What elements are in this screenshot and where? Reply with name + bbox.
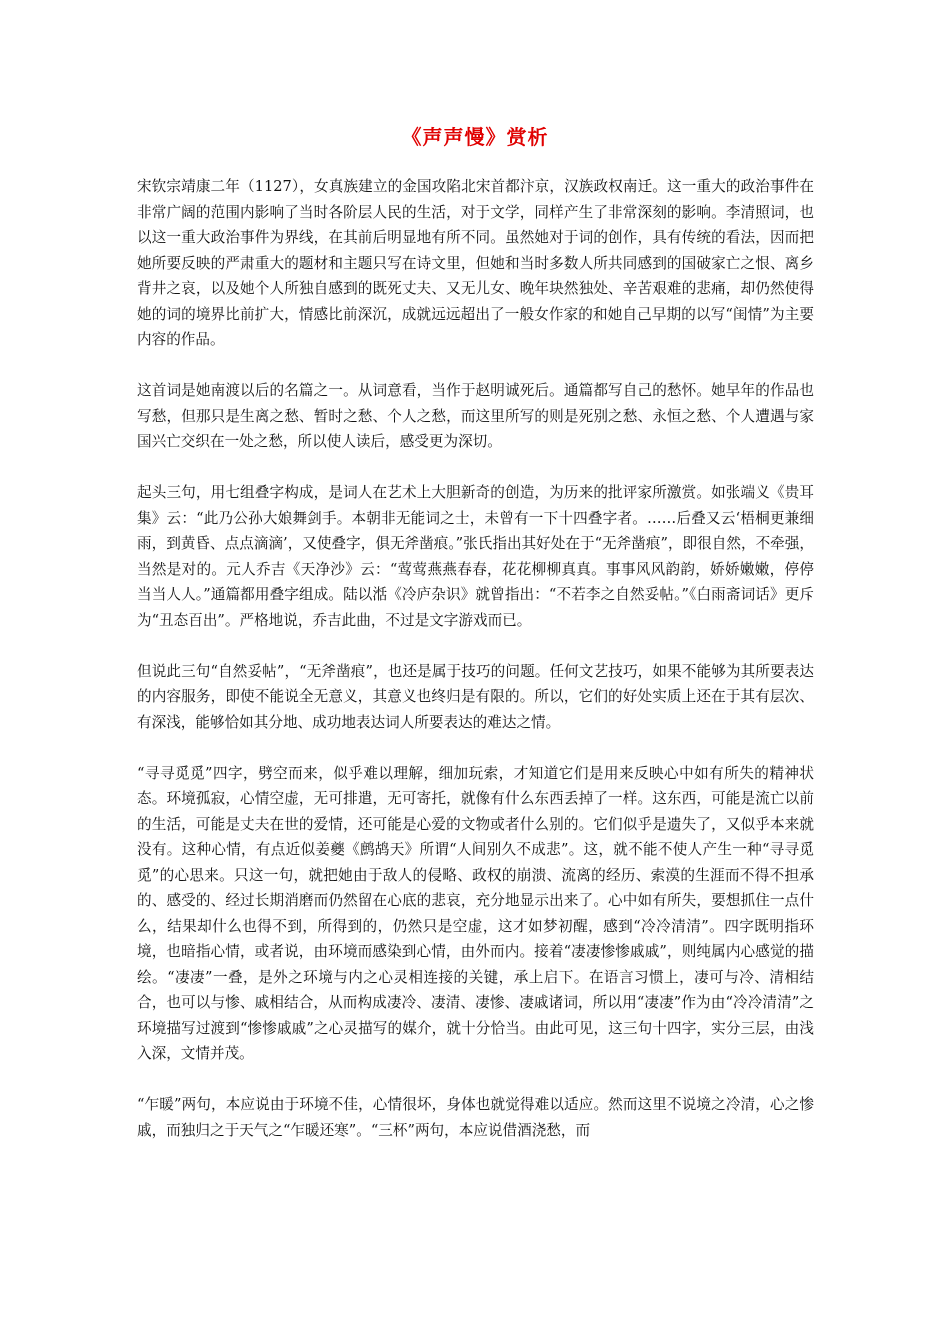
document-body: [137, 174, 814, 1169]
paragraph-1: 宋钦宗靖康二年（1127），女真族建立的金国攻陷北宋首都汴京，汉族政权南迁。这一重大的政治事件在非常广阔的范围内影响了当时各阶层人民的生活，对于文学，同样产生了非常深刻的影响。李清照词，也以这一重大政治事件为界线，在其前后明显地有所不同。虽然她对于词的创作，具有传统的看法，因而把她所要反映的严肃重大的题材和主题只写在诗文里，但她和当时多数人所共同感到的国破家亡之恨、离乡背井之哀，以及她个人所独自感到的既死丈夫、又无儿女、晚年块然独处、辛苦艰难的悲痛，却仍然使得她的词的境界比前扩大，情感比前深沉，成就远远超出了一般女作家的和她自己早期的以写“闺情”为主要内容的作品。: [137, 178, 814, 348]
paragraph-4: 但说此三句“自然妥帖”，“无斧凿痕”，也还是属于技巧的问题。任何文艺技巧，如果不能够为其所要表达的内容服务，即使不能说全无意义，其意义也终归是有限的。所以，它们的好处实质上还在于其有层次、有深浅，能够恰如其分地、成功地表达词人所要表达的难达之情。: [137, 662, 814, 731]
paragraph-3: 起头三句，用七组叠字构成，是词人在艺术上大胆新奇的创造，为历来的批评家所激赏。如张端义《贵耳集》云：“此乃公孙大娘舞剑手。本朝非无能词之士，未曾有一下十四叠字者。……后叠又云‘梧桐更兼细雨，到黄昏、点点滴滴’，又使叠字，俱无斧凿痕。”张氏指出其好处在于“无斧凿痕”，即很自然，不牵强，当然是对的。元人乔吉《天净沙》云：“莺莺燕燕春春，花花柳柳真真。事事风风韵韵，娇娇嫩嫩，停停当当人人。”通篇都用叠字组成。陆以湉《冷庐杂识》就曾指出：“不若李之自然妥帖。”《白雨斋词话》更斥为“丑态百出”。严格地说，乔吉此曲，不过是文字游戏而已。: [137, 484, 814, 629]
paragraph-5: “寻寻觅觅”四字，劈空而来，似乎难以理解，细加玩索，才知道它们是用来反映心中如有所失的精神状态。环境孤寂，心情空虚，无可排遣，无可寄托，就像有什么东西丢掉了一样。这东西，可能是流亡以前的生活，可能是丈夫在世的爱情，还可能是心爱的文物或者什么别的。它们似乎是遗失了，又似乎本来就没有。这种心情，有点近似姜夔《鹧鸪天》所谓“人间别久不成悲”。这，就不能不使人产生一种“寻寻觅觅”的心思来。只这一句，就把她由于敌人的侵略、政权的崩溃、流离的经历、索漠的生涯而不得不担承的、感受的、经过长期消磨而仍然留在心底的悲哀，充分地显示出来了。心中如有所失，要想抓住一点什么，结果却什么也得不到，所得到的，仍然只是空虚，这才如梦初醒，感到“冷冷清清”。四字既明指环境，也暗指心情，或者说，由环境而感染到心情，由外而内。接着“凄凄惨惨戚戚”，则纯属内心感觉的描绘。“凄凄”一叠，是外之环境与内之心灵相连接的关键，承上启下。在语言习惯上，凄可与冷、清相结合，也可以与惨、戚相结合，从而构成凄冷、凄清、凄惨、凄戚诸词，所以用“凄凄”作为由“冷冷清清”之环境描写过渡到“惨惨戚戚”之心灵描写的媒介，就十分恰当。由此可见，这三句十四字，实分三层，由浅入深，文情并茂。: [137, 764, 814, 1062]
paragraph-6: “乍暖”两句，本应说由于环境不佳，心情很坏，身体也就觉得难以适应。然而这里不说境之冷清，心之惨戚，而独归之于天气之“乍暖还寒”。“三杯”两句，本应说借酒浇愁，而: [137, 1096, 814, 1139]
document-title: 《声声慢》赏析: [401, 125, 549, 149]
paragraph-2: 这首词是她南渡以后的名篇之一。从词意看，当作于赵明诚死后。通篇都写自己的愁怀。她早年的作品也写愁，但那只是生离之愁、暂时之愁、个人之愁，而这里所写的则是死别之愁、永恒之愁、个人遭遇与家国兴亡交织在一处之愁，所以使人读后，感受更为深切。: [137, 382, 814, 450]
